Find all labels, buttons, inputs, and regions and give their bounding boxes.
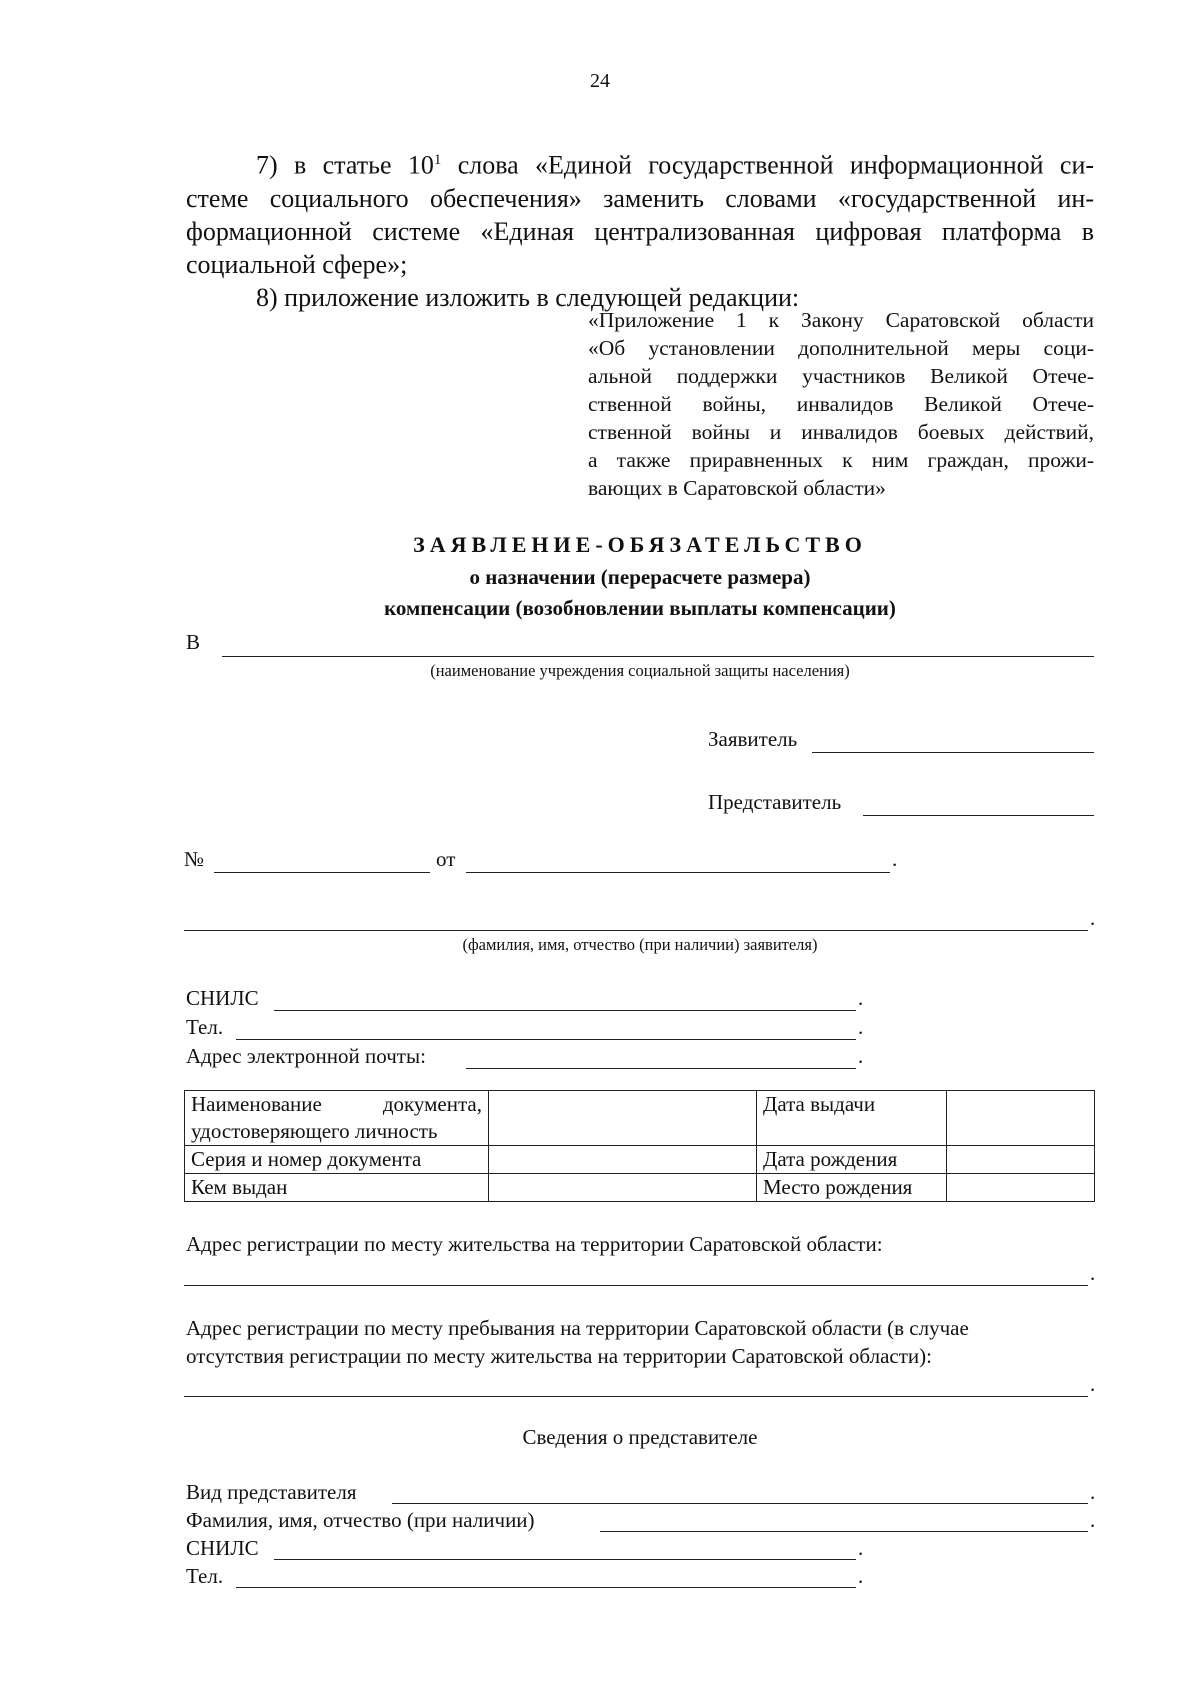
- stay-address-field[interactable]: [184, 1396, 1088, 1397]
- stay-address-label-2: отсутствия регистрации по месту жительства на территории Саратовской области):: [186, 1344, 932, 1368]
- table-cell: Место рождения: [757, 1174, 947, 1202]
- residence-address-field[interactable]: [184, 1285, 1088, 1286]
- table-cell-input[interactable]: [947, 1174, 1095, 1202]
- form-subtitle-2: компенсации (возобновлении выплаты компенсации): [384, 596, 896, 620]
- table-cell: Кем выдан: [185, 1174, 489, 1202]
- item7-line3: формационной системе «Единая централизованная цифровая платформа в: [186, 216, 1094, 246]
- amendment-text: [186, 144, 1094, 314]
- annex-line: «Об установлении дополнительной меры соци-: [588, 336, 1094, 360]
- table-cell-input[interactable]: [489, 1174, 757, 1202]
- representative-phone-field[interactable]: [236, 1587, 856, 1588]
- applicant-label: Заявитель: [708, 727, 798, 751]
- annex-line: ственной войны и инвалидов боевых действий,: [588, 420, 1094, 444]
- table-cell-input[interactable]: [947, 1146, 1095, 1174]
- period: .: [858, 1044, 864, 1068]
- institution-hint: (наименование учреждения социальной защиты населения): [430, 661, 850, 680]
- table-cell-input[interactable]: [489, 1091, 757, 1146]
- snils-field[interactable]: [274, 1010, 856, 1011]
- representative-label: Представитель: [708, 790, 842, 814]
- item7-line1: 7) в статье $10^1$ слова «Единой государственной информационной си-: [256, 150, 1095, 180]
- table-cell: Серия и номер документа: [185, 1146, 489, 1174]
- period: .: [858, 1015, 864, 1039]
- table-cell: Наименование документа, удостоверяющего личность: [185, 1091, 489, 1146]
- page-number: 24: [590, 70, 610, 92]
- superscript: 1: [433, 152, 442, 168]
- table-cell: Дата выдачи: [757, 1091, 947, 1146]
- period: .: [1090, 1261, 1096, 1285]
- period: .: [858, 1536, 864, 1560]
- table-cell-input[interactable]: [489, 1146, 757, 1174]
- date-field[interactable]: [466, 872, 890, 873]
- representative-fio-field[interactable]: [600, 1531, 1088, 1532]
- id-document-table: [184, 1090, 1095, 1202]
- stay-address-label-1: Адрес регистрации по месту пребывания на территории Саратовской области (в случае: [186, 1316, 969, 1340]
- number-label: №: [184, 847, 205, 871]
- table-row: [185, 1091, 1095, 1146]
- annex-line: а также приравненных к ним граждан, прожи-: [588, 448, 1094, 472]
- annex-reference: [588, 306, 1094, 502]
- item7-line2: стеме социального обеспечения» заменить словами «государственной ин-: [186, 183, 1094, 213]
- period: .: [1090, 1508, 1096, 1532]
- representative-field[interactable]: [863, 815, 1094, 816]
- representative-snils-label: СНИЛС: [186, 1536, 259, 1560]
- table-cell-input[interactable]: [947, 1091, 1095, 1146]
- table-cell: Дата рождения: [757, 1146, 947, 1174]
- representative-type-field[interactable]: [392, 1503, 1088, 1504]
- form-title: ЗАЯВЛЕНИЕ-ОБЯЗАТЕЛЬСТВО: [413, 532, 867, 557]
- phone-label: Тел.: [186, 1015, 224, 1039]
- email-field[interactable]: [466, 1068, 856, 1069]
- from-label: от: [436, 847, 456, 871]
- representative-section-heading: Сведения о представителе: [522, 1425, 758, 1449]
- residence-address-label: Адрес регистрации по месту жительства на территории Саратовской области:: [186, 1232, 883, 1256]
- institution-field[interactable]: [222, 656, 1094, 657]
- period: .: [1090, 1480, 1096, 1504]
- annex-line: ственной войны, инвалидов Великой Отече-: [588, 392, 1094, 416]
- applicant-field[interactable]: [812, 752, 1094, 753]
- table-row: [185, 1146, 1095, 1174]
- number-field[interactable]: [214, 872, 430, 873]
- period: .: [858, 986, 864, 1010]
- representative-fio-label: Фамилия, имя, отчество (при наличии): [186, 1508, 535, 1532]
- item8-text: 8) приложение изложить в следующей редакции:: [256, 282, 800, 312]
- fio-hint: (фамилия, имя, отчество (при наличии) заявителя): [462, 935, 818, 954]
- representative-snils-field[interactable]: [274, 1559, 856, 1560]
- form-subtitle-1: о назначении (перерасчете размера): [469, 565, 811, 589]
- period: .: [1090, 1372, 1096, 1396]
- item7-line4: социальной сфере»;: [186, 249, 408, 279]
- representative-type-label: Вид представителя: [186, 1480, 357, 1504]
- annex-line: альной поддержки участников Великой Отече-: [588, 364, 1094, 388]
- annex-line: «Приложение 1 к Закону Саратовской области: [588, 308, 1094, 332]
- annex-line: вающих в Саратовской области»: [588, 476, 886, 500]
- period: .: [1090, 906, 1096, 930]
- period: .: [892, 847, 898, 871]
- email-label: Адрес электронной почты:: [186, 1044, 426, 1068]
- to-prefix: В: [186, 630, 201, 654]
- phone-field[interactable]: [236, 1039, 856, 1040]
- applicant-fio-field[interactable]: [184, 930, 1088, 931]
- table-row: [185, 1174, 1095, 1202]
- period: .: [858, 1564, 864, 1588]
- snils-label: СНИЛС: [186, 986, 259, 1010]
- representative-phone-label: Тел.: [186, 1564, 224, 1588]
